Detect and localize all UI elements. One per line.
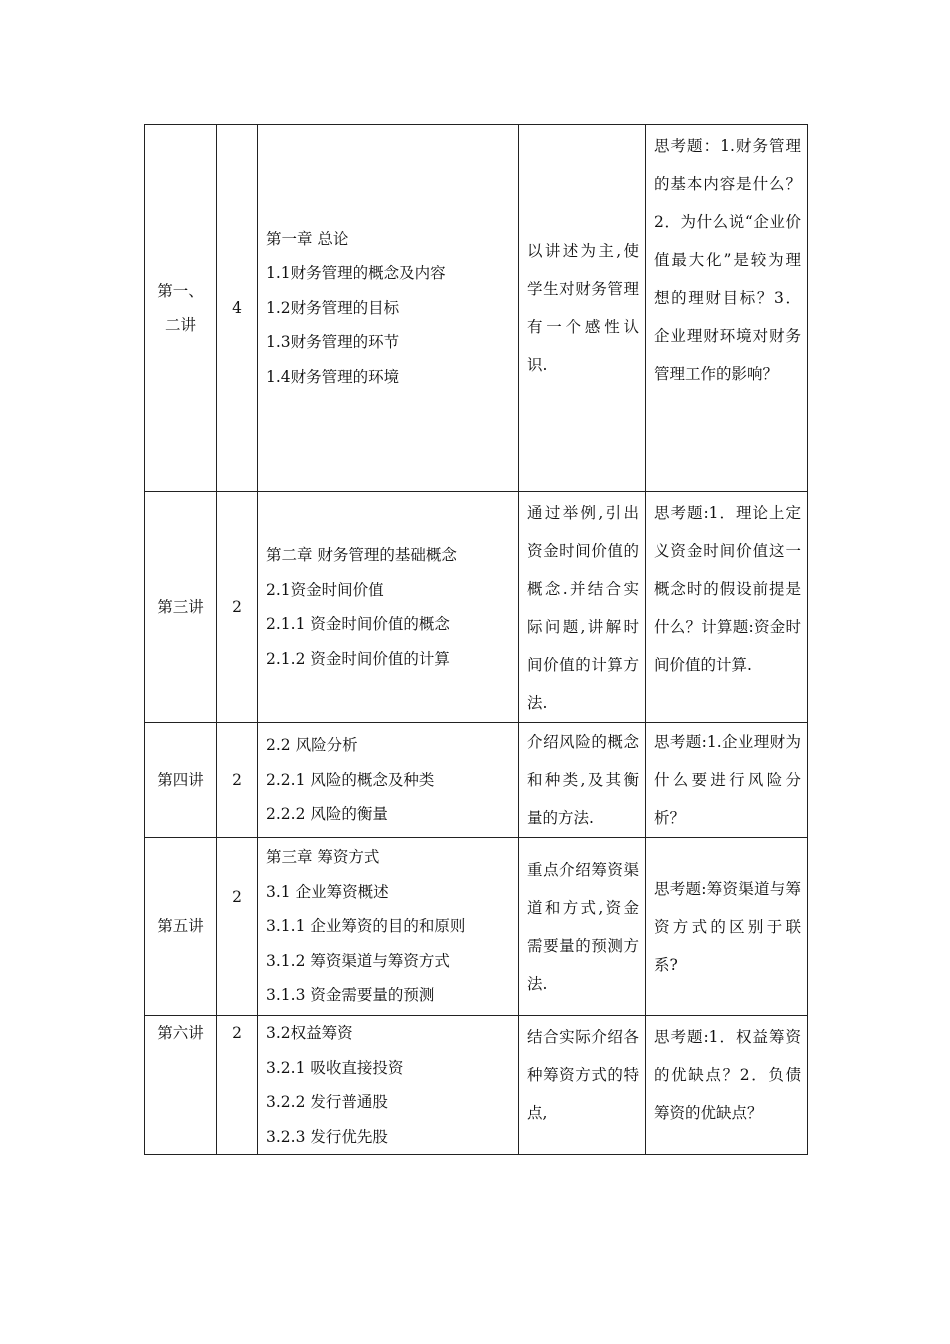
topic-line: 3.1.1 企业筹资的目的和原则 [266,917,466,936]
lecture-cell [145,838,217,1016]
topic-line: 2.1资金时间价值 [266,580,384,599]
task-cell [646,1016,808,1155]
table-row [145,492,808,723]
table-row [145,723,808,838]
lecture-cell [145,723,217,838]
topic-line: 2.2.2 风险的衡量 [266,805,388,824]
topic-line: 1.4财务管理的环境 [266,367,400,386]
hours-cell: 4 [217,125,258,492]
topic-line: 3.1.3 资金需要量的预测 [266,986,435,1005]
topic-line: 1.3财务管理的环节 [266,333,400,352]
lecture-label: 第六讲 [157,1024,204,1042]
method-cell [519,1016,646,1155]
method-text: 结合实际介绍各种筹资方式的特点, [527,1028,639,1122]
lecture-label: 第三讲 [157,597,204,616]
task-text: 思考题:1．权益筹资的优缺点？2．负债筹资的优缺点？ [654,1028,801,1122]
method-text: 重点介绍筹资渠道和方式,资金需要量的预测方法. [527,860,639,993]
hours-cell: 2 [217,723,258,838]
hours-cell: 2 [217,838,258,1016]
hours-value: 2 [232,1024,242,1042]
lecture-cell [145,1016,217,1155]
topic-line: 3.2.1 吸收直接投资 [266,1058,404,1077]
topic-line: 3.2.3 发行优先股 [266,1127,388,1146]
task-cell [646,723,808,838]
lecture-label: 二讲 [164,316,196,334]
hours-cell: 2 [217,492,258,723]
topic-line: 3.2权益筹资 [266,1024,353,1042]
table-row [145,125,808,492]
method-text: 以讲述为主,使学生对财务管理有一个感性认识. [527,242,639,374]
lecture-label: 第五讲 [157,917,204,936]
table-row [145,1016,808,1155]
table-row [145,838,808,1016]
task-cell [646,492,808,723]
topics-cell [258,492,519,723]
task-text: 思考题:1.企业理财为什么要进行风险分析？ [654,733,801,827]
task-cell [646,125,808,492]
method-cell [519,125,646,492]
method-text: 通过举例,引出资金时间价值的概念.并结合实际问题,讲解时间价值的计算方法. [527,504,639,712]
lecture-label: 第一、 [157,281,204,300]
topic-line: 第二章 财务管理的基础概念 [266,546,457,564]
task-text: 思考题:1．理论上定义资金时间价值这一概念时的假设前提是什么？计算题:资金时间价值的计算. [654,504,801,674]
topic-line: 3.2.2 发行普通股 [266,1093,388,1111]
topic-line: 2.2.1 风险的概念及种类 [266,770,435,789]
topic-line: 第三章 筹资方式 [266,848,380,867]
task-text: 思考题：1.财务管理的基本内容是什么？2．为什么说“企业价值最大化”是较为理想的理财目标？3．企业理财环境对财务管理工作的影响？ [654,137,801,383]
task-text: 思考题:筹资渠道与筹资方式的区别于联系? [654,879,801,974]
topics-cell [258,838,519,1016]
topic-line: 2.1.2 资金时间价值的计算 [266,649,450,668]
topic-line: 3.1 企业筹资概述 [266,882,389,901]
topic-line: 第一章 总论 [266,229,349,248]
topic-line: 1.1财务管理的概念及内容 [266,264,446,283]
method-cell [519,838,646,1016]
lecture-label: 第四讲 [157,770,204,789]
lecture-cell [145,125,217,492]
topic-line: 2.1.1 资金时间价值的概念 [266,615,450,633]
course-schedule-table [144,124,808,1155]
method-text: 介绍风险的概念和种类,及其衡量的方法. [527,733,639,827]
lecture-cell [145,492,217,723]
method-cell [519,492,646,723]
hours-cell [217,1016,258,1155]
task-cell [646,838,808,1016]
topic-line: 1.2财务管理的目标 [266,298,400,317]
topics-cell [258,723,519,838]
topic-line: 2.2 风险分析 [266,736,358,755]
topics-cell [258,125,519,492]
method-cell [519,723,646,838]
topic-line: 3.1.2 筹资渠道与筹资方式 [266,951,450,970]
topics-cell [258,1016,519,1155]
